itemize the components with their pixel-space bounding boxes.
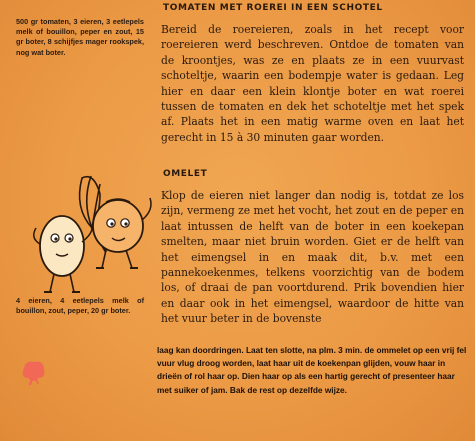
ink-blot-icon	[16, 358, 50, 386]
recipe-text-tomaten-met-roerei: Bereid de roereieren, zoals in het recept voor roereieren werd beschreven. Ontdoe de tomaten van de kroontjes, was ze en plaats ze in een vuurvast schoteltje, waarin een bodempje water is gedaan. Leg hier en daar een klein klontje boter en wat roerei tussen de tomaten en dek het schoteltje met het spek af. Plaats het in een matig warme oven en laat het gerecht in 15 à 30 minuten gaar worden.	[161, 23, 464, 144]
egg-character-right	[93, 198, 151, 268]
recipe-title-tomaten-met-roerei: TOMATEN MET ROEREI IN EEN SCHOTEL	[163, 3, 383, 13]
recipe-text-omelet-continued: laag kan doordringen. Laat ten slotte, na plm. 3 min. de ommelet op een vrij fel vuur vlug droog worden, laat haar uit de koekenpan glijden, vouw haar in drieën of rol haar op. Dien haar op als een hartig gerecht of presenteer haar met suiker of jam. Bak de rest op dezelfde wijze.	[157, 345, 467, 395]
egg-character-left	[34, 216, 92, 292]
recipe-text-omelet: Klop de eieren niet langer dan nodig is, totdat ze los zijn, vermeng ze met het vocht, het zout en de peper en laat intussen de helft van de boter in een koekepan smelten, maar niet bruin worden. Giet er de helft van het eimengsel in en maak dit, b.v. met een pannekoekenmes, telkens voorzichtig van de bodem los, of draai de pan voortdurend. Prik bovendien hier en daar ook in het eimengsel, waardoor de hitte van het vuur beter in de bovenste	[161, 189, 464, 326]
egg-characters-whisk-illustration	[22, 168, 162, 300]
recipe-title-omelet: OMELET	[163, 169, 208, 179]
ingredients-tomaten-met-roerei: 500 gr tomaten, 3 eieren, 3 eetlepels melk of bouillon, peper en zout, 15 gr boter, 8 schijfjes mager rookspek, nog wat boter.	[16, 17, 144, 57]
ingredients-omelet: 4 eieren, 4 eetlepels melk of bouillon, zout, peper, 20 gr boter.	[16, 296, 144, 316]
